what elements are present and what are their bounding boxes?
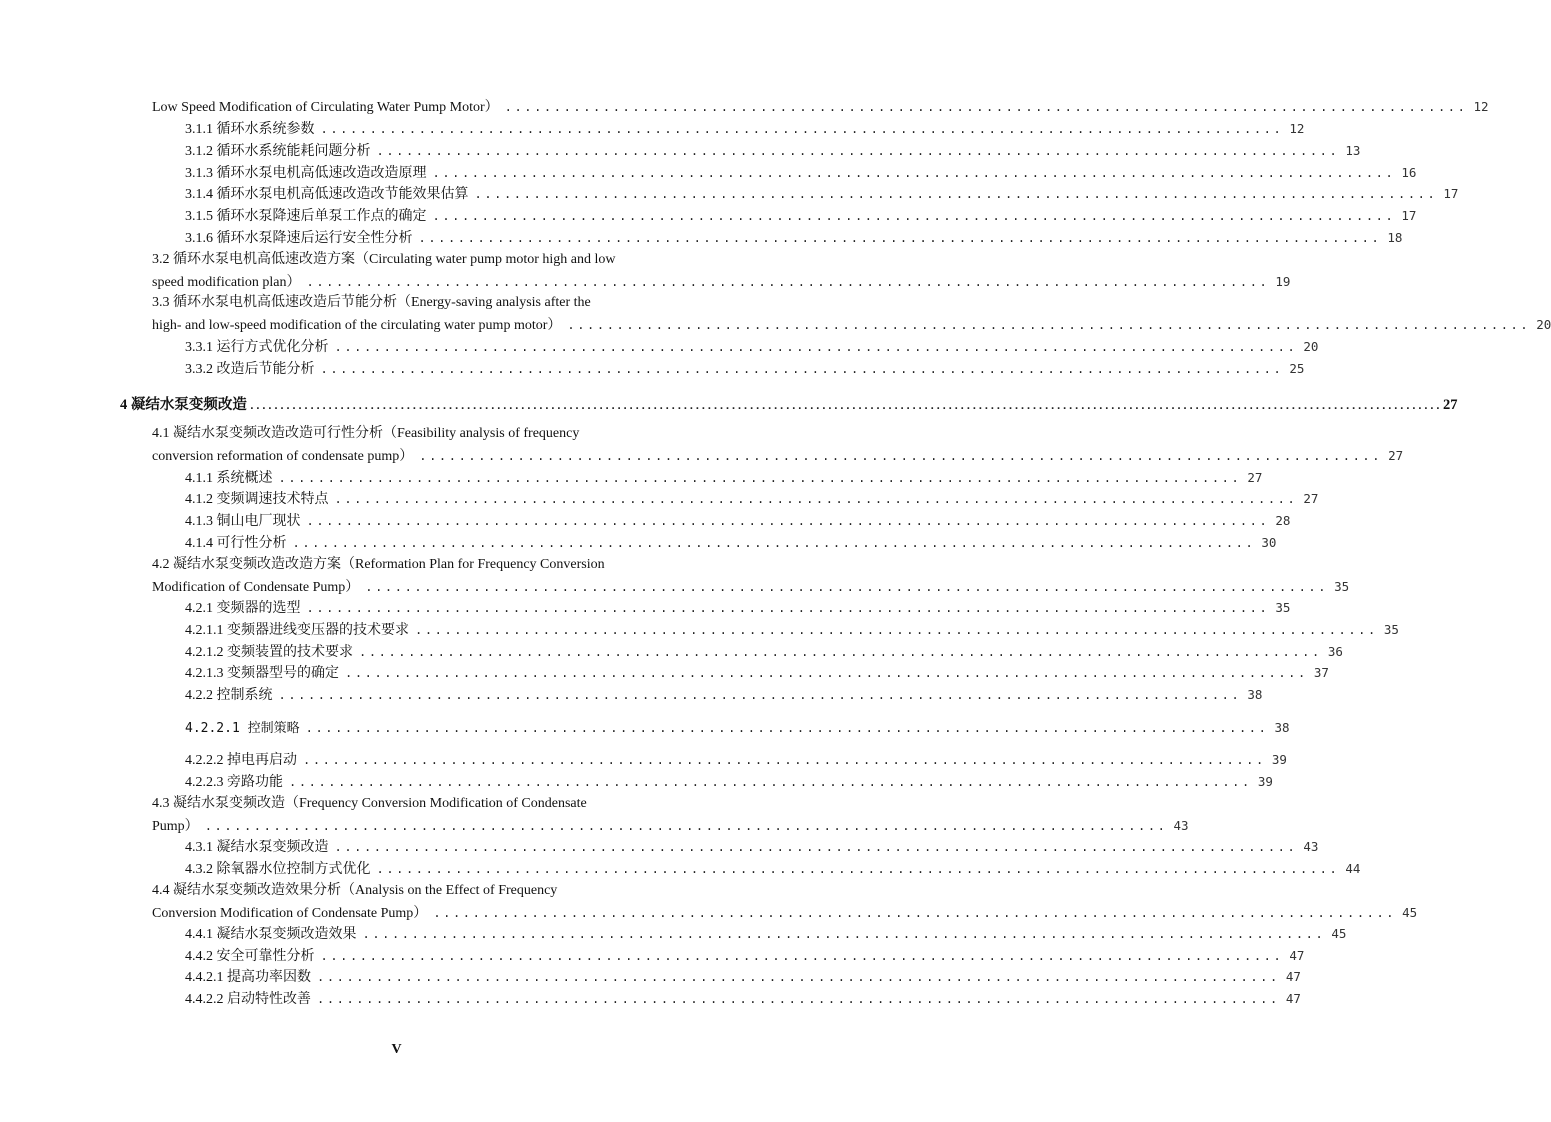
toc-entry[interactable] [185, 751, 1287, 770]
toc-entry[interactable] [185, 838, 1319, 857]
toc-entry-page: 12 [1473, 99, 1489, 114]
toc-entry-page: 20 [1303, 339, 1319, 354]
toc-entry-title: 4.4.1 凝结水泵变频改造效果 [185, 927, 357, 942]
toc-entry-title: 4.2.1 变频器的选型 [185, 601, 301, 616]
toc-entry[interactable] [152, 98, 1489, 117]
toc-entry-title: 4.4 凝结水泵变频改造效果分析（Analysis on the Effect of Frequency [152, 883, 558, 898]
toc-entry[interactable] [152, 251, 1291, 292]
toc-entry-page: 44 [1345, 861, 1361, 876]
dot-leader: .................................................................................................. [292, 536, 1256, 550]
toc-entry-title: 3.3.2 改造后节能分析 [185, 362, 315, 377]
dot-leader: .................................................................................................. [320, 362, 1284, 376]
toc-entry-title: 3.1.3 循环水泵电机高低速改造改造原理 [185, 166, 427, 181]
toc-entry[interactable] [185, 207, 1417, 226]
dot-leader: .................................................................................................. [278, 688, 1242, 702]
toc-entry-title: 3.3.1 运行方式优化分析 [185, 340, 329, 355]
toc-entry-title: 4.3.1 凝结水泵变频改造 [185, 840, 329, 855]
toc-entry-title-cont: speed modification plan） [152, 275, 301, 290]
toc-entry-title: 4.2.1.2 变频装置的技术要求 [185, 645, 353, 660]
dot-leader: .................................................................................................. [334, 492, 1298, 506]
toc-entry-title: 3.1.5 循环水泵降速后单泵工作点的确定 [185, 209, 427, 224]
toc-entry-page: 27 [1388, 448, 1404, 463]
toc-entry-title: 4.2.2.3 旁路功能 [185, 775, 283, 790]
toc-entry-page: 39 [1271, 752, 1287, 767]
toc-entry-page: 47 [1289, 948, 1305, 963]
toc-entry-page: 45 [1331, 926, 1347, 941]
toc-entry[interactable] [185, 968, 1301, 987]
dot-leader: .................................................................................................. [359, 645, 1322, 659]
toc-entry[interactable] [185, 990, 1301, 1009]
toc-entry-title-cont: high- and low-speed modification of the circulating water pump motor） [152, 318, 562, 333]
toc-chapter-title: 4 凝结水泵变频改造 [120, 397, 247, 413]
dot-leader: .................................................................................................. [204, 819, 1168, 833]
toc-entry-page: 27 [1247, 470, 1263, 485]
dot-leader: .................................................................................................. [317, 970, 1280, 984]
toc-entry-title: 3.3 循环水泵电机高低速改造后节能分析（Energy-saving analysis after the [152, 295, 591, 310]
dot-leader: .................................................................................................. [289, 775, 1252, 789]
page-number: V [391, 1042, 402, 1057]
toc-entry-page: 47 [1285, 969, 1301, 984]
toc-entry-page: 37 [1313, 665, 1329, 680]
toc-entry[interactable] [185, 512, 1291, 531]
toc-entry-title: 3.1.6 循环水泵降速后运行安全性分析 [185, 231, 413, 246]
dot-leader: .................................................................................................. [415, 623, 1378, 637]
dot-leader: .................................................................................................. [306, 514, 1270, 528]
toc-entry[interactable] [152, 294, 1551, 335]
toc-entry-page: 13 [1345, 143, 1361, 158]
dot-leader: .................................................................................................. [306, 601, 1270, 615]
toc-entry[interactable] [185, 773, 1273, 792]
dot-leader: .................................................................................................. [362, 927, 1326, 941]
toc-entry-page: 36 [1327, 644, 1343, 659]
toc-entry[interactable] [185, 164, 1417, 183]
toc-entry[interactable] [185, 860, 1361, 879]
toc-entry[interactable] [185, 185, 1459, 204]
dot-leader: .................................................................................................. [376, 862, 1340, 876]
toc-entry-title: 3.1.2 循环水系统能耗问题分析 [185, 144, 371, 159]
toc-entry-page: 25 [1289, 361, 1305, 376]
toc-entry[interactable] [152, 882, 1418, 923]
toc-entry[interactable] [185, 490, 1319, 509]
dot-leader: .................................................................................................. [278, 471, 1242, 485]
dot-leader: .................................................................................................. [334, 840, 1298, 854]
toc-entry[interactable] [152, 556, 1350, 597]
toc-entry-title-cont: conversion reformation of condensate pump） [152, 449, 414, 464]
toc-entry[interactable] [185, 142, 1361, 161]
toc-entry-page: 38 [1247, 687, 1263, 702]
toc-entry[interactable] [185, 338, 1319, 357]
toc-entry-page: 35 [1334, 579, 1350, 594]
toc-entry-page: 12 [1289, 121, 1305, 136]
toc-entry-page: 35 [1383, 622, 1399, 637]
toc-entry-title: 4.2.2.2 掉电再启动 [185, 753, 297, 768]
toc-entry-title: 3.2 循环水泵电机高低速改造方案（Circulating water pump motor high and low [152, 252, 616, 267]
toc-entry[interactable] [185, 534, 1277, 553]
dot-leader: .................................................................................................. [345, 666, 1308, 680]
dot-leader: .................................................................................................. [474, 187, 1438, 201]
toc-entry-page: 17 [1443, 186, 1459, 201]
dot-leader: .................................................................................................. [306, 275, 1270, 289]
toc-entry-title: 4.4.2.2 启动特性改善 [185, 992, 311, 1007]
toc-entry[interactable] [185, 643, 1343, 662]
toc-entry[interactable] [185, 469, 1263, 488]
toc-entry-title: 4.2.2.1 控制策略 [185, 721, 300, 736]
dot-leader: .................................................................................................. [305, 721, 1269, 735]
toc-entry-title: Low Speed Modification of Circulating Water Pump Motor） [152, 100, 499, 115]
toc-entry-page: 17 [1401, 208, 1417, 223]
dot-leader: .................................................................................................. [504, 100, 1468, 114]
toc-entry-title: 4.2.1.1 变频器进线变压器的技术要求 [185, 623, 409, 638]
dot-leader: .................................................................................................. [433, 906, 1397, 920]
toc-entry-title: 4.2 凝结水泵变频改造改造方案（Reformation Plan for Frequency Conversion [152, 557, 605, 572]
toc-entry-title-cont: Pump） [152, 819, 199, 834]
toc-entry-title: 3.1.1 循环水系统参数 [185, 122, 315, 137]
toc-entry-page: 30 [1261, 535, 1277, 550]
toc-entry[interactable] [152, 795, 1189, 836]
toc-chapter-entry[interactable] [120, 393, 1458, 414]
dot-leader: .................................................................................................. [432, 166, 1396, 180]
toc-entry-title: 4.4.2.1 提高功率因数 [185, 970, 311, 985]
toc-entry-title: 4.3 凝结水泵变频改造（Frequency Conversion Modification of Condensate [152, 796, 587, 811]
toc-entry-title: 4.1.1 系统概述 [185, 471, 273, 486]
dot-leader: .................................................................................................. [432, 209, 1396, 223]
dot-leader: .................................................................................................. [320, 122, 1284, 136]
dot-leader: .................................................................................................. [317, 992, 1280, 1006]
toc-entry[interactable] [185, 229, 1403, 248]
toc-entry-title: 4.2.2 控制系统 [185, 688, 273, 703]
toc-entry[interactable] [185, 719, 1290, 738]
toc-entry[interactable] [185, 120, 1305, 139]
toc-entry[interactable] [185, 599, 1291, 618]
dot-leader: ...................................................................................................................................................................................................... [248, 401, 1441, 412]
toc-entry[interactable] [185, 925, 1347, 944]
dot-leader: .................................................................................................. [303, 753, 1266, 767]
toc-entry-page: 19 [1275, 274, 1291, 289]
toc-entry-page: 18 [1387, 230, 1403, 245]
toc-entry-title: 4.2.1.3 变频器型号的确定 [185, 666, 339, 681]
toc-entry[interactable] [185, 947, 1305, 966]
toc-entry-title: 3.1.4 循环水泵电机高低速改造改节能效果估算 [185, 187, 469, 202]
toc-entry[interactable] [152, 425, 1404, 466]
toc-entry-page: 45 [1402, 905, 1418, 920]
dot-leader: .................................................................................................. [419, 449, 1383, 463]
toc-entry-title: 4.1.4 可行性分析 [185, 536, 287, 551]
toc-chapter-page: 27 [1442, 397, 1458, 413]
dot-leader: .................................................................................................. [418, 231, 1382, 245]
toc-entry-page: 27 [1303, 491, 1319, 506]
toc-entry-title-cont: Modification of Condensate Pump） [152, 580, 360, 595]
toc-entry-page: 43 [1303, 839, 1319, 854]
toc-entry-page: 16 [1401, 165, 1417, 180]
dot-leader: .................................................................................................. [320, 949, 1284, 963]
dot-leader: .................................................................................................. [365, 580, 1329, 594]
toc-entry-title: 4.3.2 除氧器水位控制方式优化 [185, 862, 371, 877]
toc-entry-title-cont: Conversion Modification of Condensate Pump） [152, 906, 428, 921]
toc-entry-title: 4.1.2 变频调速技术特点 [185, 492, 329, 507]
toc-entry-page: 39 [1257, 774, 1273, 789]
toc-entry-title: 4.1.3 铜山电厂现状 [185, 514, 301, 529]
dot-leader: .................................................................................................. [376, 144, 1340, 158]
toc-entry-page: 28 [1275, 513, 1291, 528]
toc-entry[interactable] [185, 686, 1263, 705]
toc-entry-page: 35 [1275, 600, 1291, 615]
toc-entry-page: 20 [1536, 317, 1551, 332]
toc-entry[interactable] [185, 360, 1305, 379]
toc-entry-title: 4.4.2 安全可靠性分析 [185, 949, 315, 964]
toc-entry[interactable] [185, 621, 1399, 640]
toc-entry-page: 47 [1285, 991, 1301, 1006]
toc-entry-page: 38 [1274, 720, 1290, 735]
toc-entry-title: 4.1 凝结水泵变频改造改造可行性分析（Feasibility analysis of frequency [152, 426, 580, 441]
toc-entry[interactable] [185, 664, 1329, 683]
dot-leader: .................................................................................................. [567, 318, 1531, 332]
toc-entry-page: 43 [1173, 818, 1189, 833]
dot-leader: .................................................................................................. [334, 340, 1298, 354]
